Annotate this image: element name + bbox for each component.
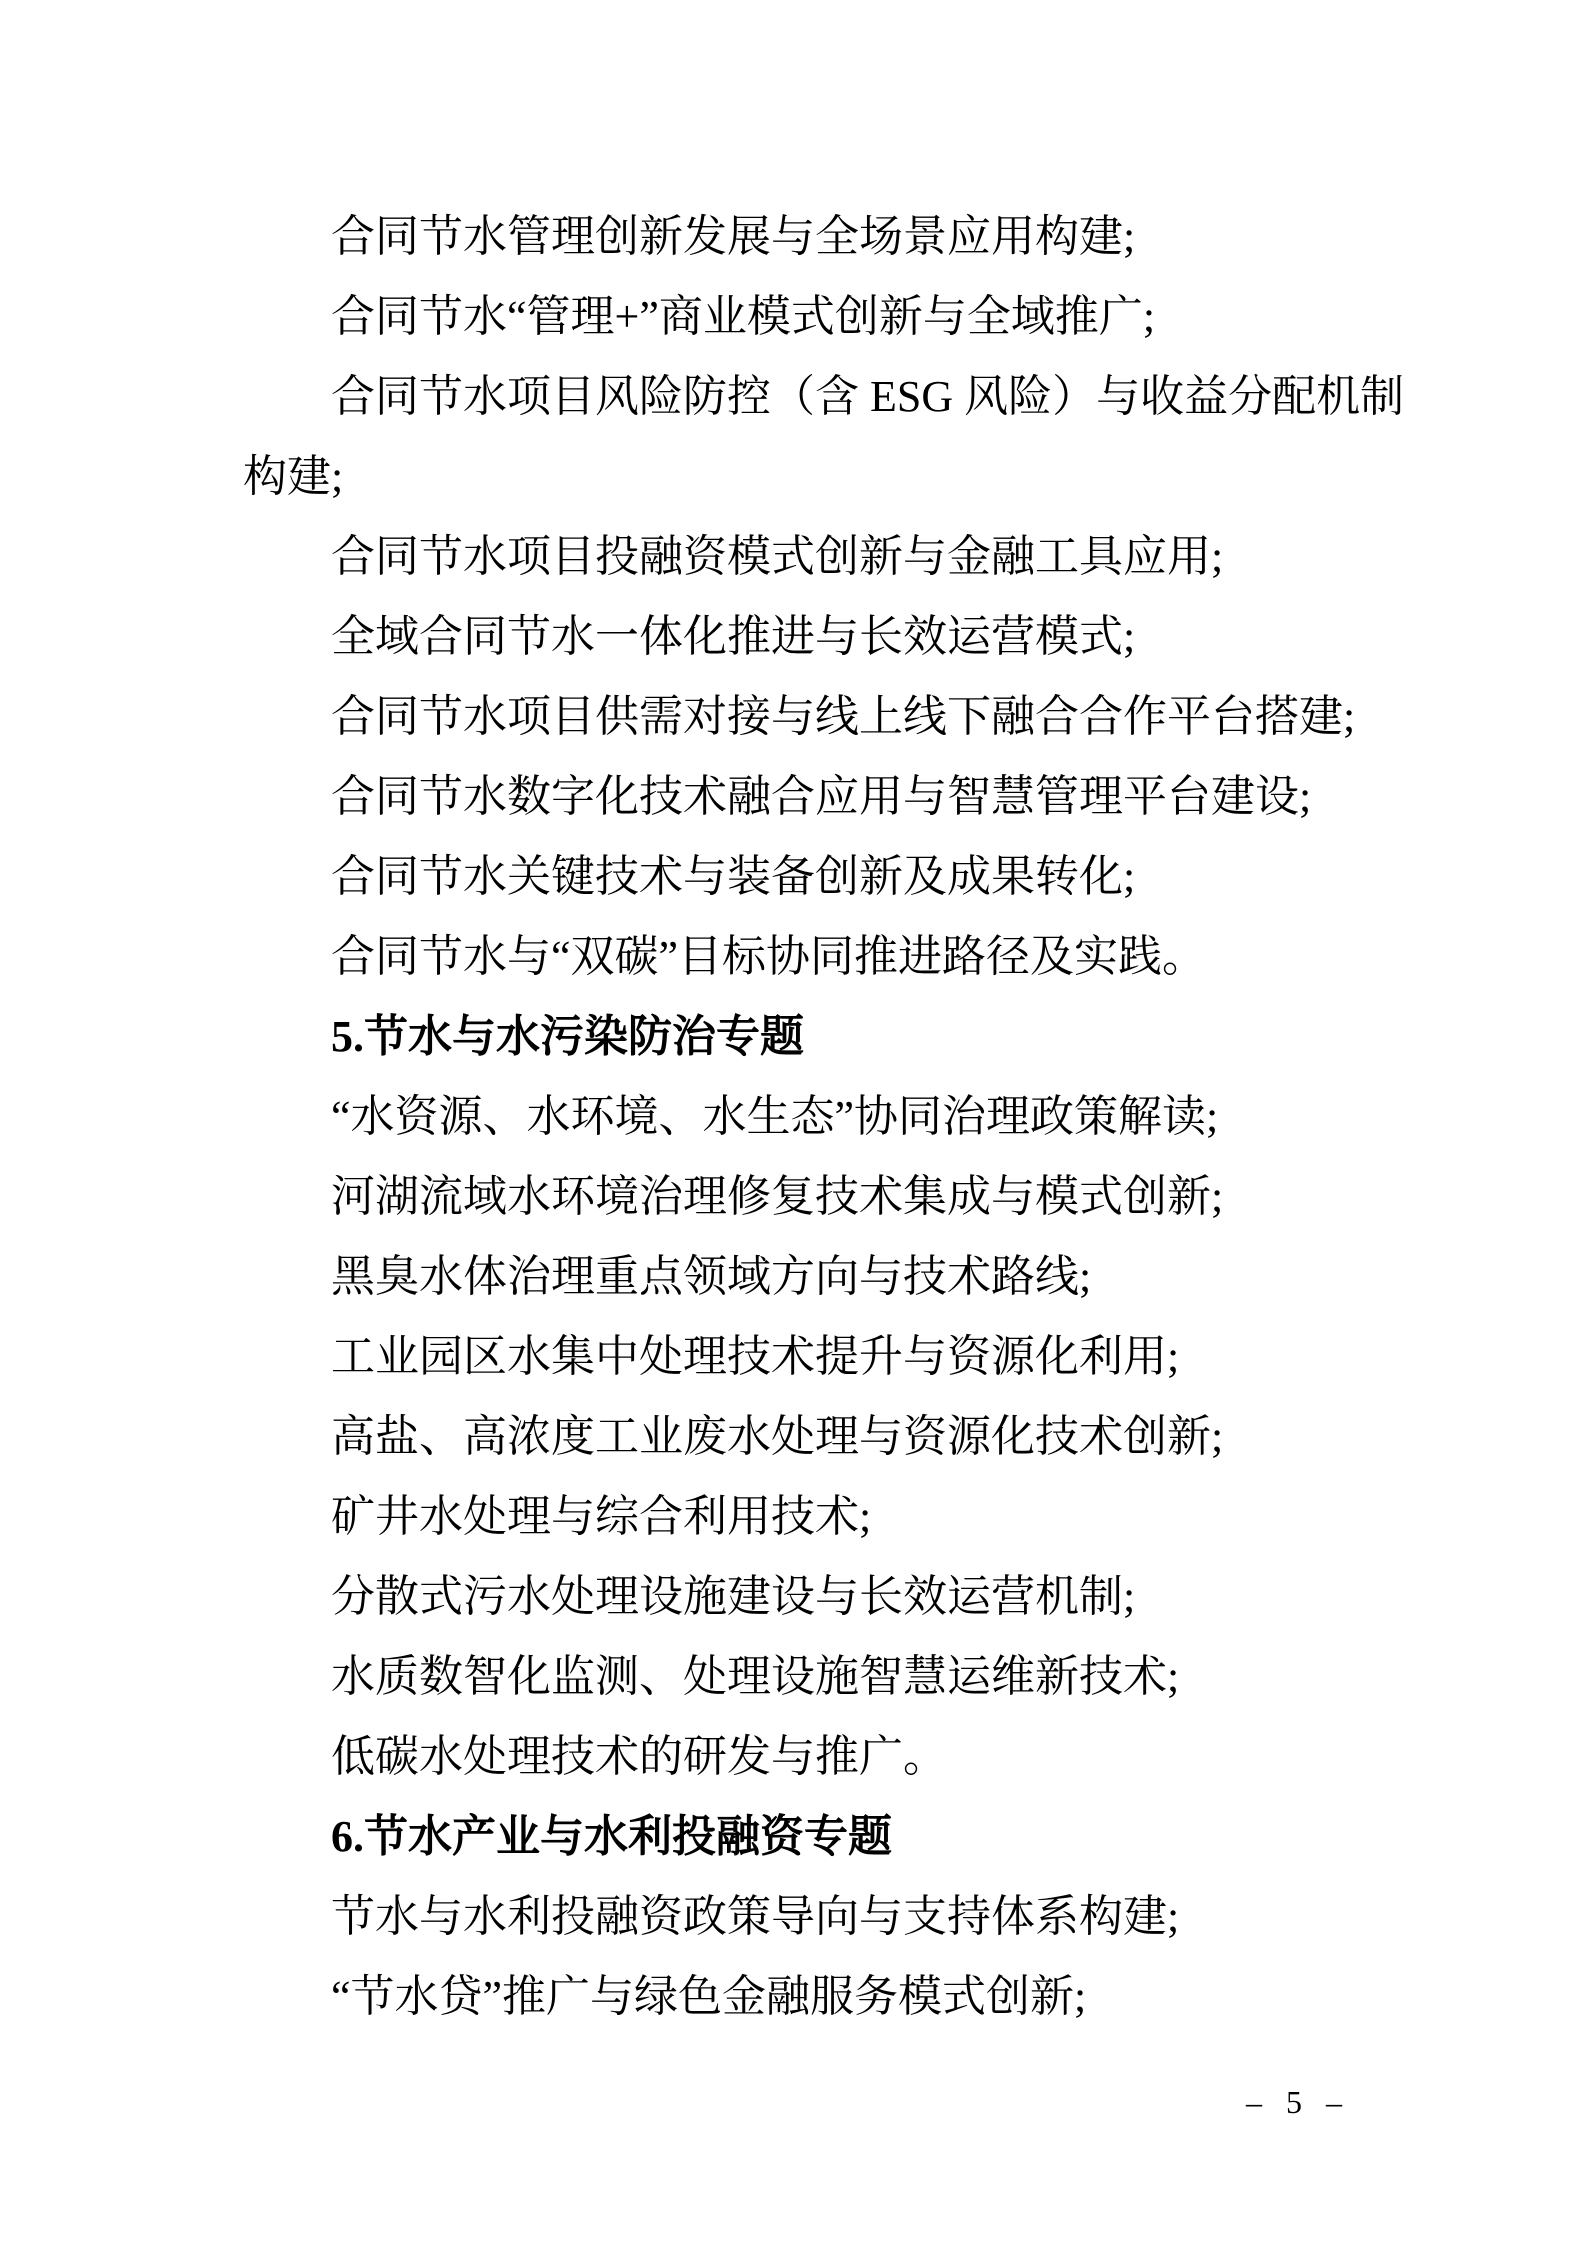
page-number: – 5 – [1246,2084,1346,2120]
text-line: 矿井水处理与综合利用技术; [331,1492,872,1541]
section-heading: 6.节水产业与水利投融资专题 [331,1812,892,1861]
text-line: 合同节水项目供需对接与线上线下融合合作平台搭建; [331,692,1356,741]
text-line: 节水与水利投融资政策导向与支持体系构建; [331,1892,1180,1941]
text-line: 低碳水处理技术的研发与推广。 [331,1732,947,1781]
text-line: 合同节水数字化技术融合应用与智慧管理平台建设; [331,772,1312,821]
text-line: 构建; [243,452,344,501]
text-line: “节水贷”推广与绿色金融服务模式创新; [331,1972,1087,2021]
text-line: 合同节水“管理+”商业模式创新与全域推广; [331,292,1156,341]
text-line: 水质数智化监测、处理设施智慧运维新技术; [331,1652,1180,1701]
text-line: 全域合同节水一体化推进与长效运营模式; [331,612,1136,661]
text-line: 合同节水关键技术与装备创新及成果转化; [331,852,1136,901]
text-line: 分散式污水处理设施建设与长效运营机制; [331,1572,1136,1621]
text-line: 黑臭水体治理重点领域方向与技术路线; [331,1252,1092,1301]
text-line: 河湖流域水环境治理修复技术集成与模式创新; [331,1172,1224,1221]
text-line: 合同节水与“双碳”目标协同推进路径及实践。 [331,932,1207,981]
document-body [243,197,1405,2037]
text-line: 工业园区水集中处理技术提升与资源化利用; [331,1332,1180,1381]
section-heading: 5.节水与水污染防治专题 [331,1012,804,1061]
text-line: 合同节水项目投融资模式创新与金融工具应用; [331,532,1224,581]
text-line: 合同节水项目风险防控（含 ESG 风险）与收益分配机制 [331,372,1405,421]
text-line: 合同节水管理创新发展与全场景应用构建; [331,212,1136,261]
text-line: 高盐、高浓度工业废水处理与资源化技术创新; [331,1412,1224,1461]
text-line: “水资源、水环境、水生态”协同治理政策解读; [331,1092,1219,1141]
